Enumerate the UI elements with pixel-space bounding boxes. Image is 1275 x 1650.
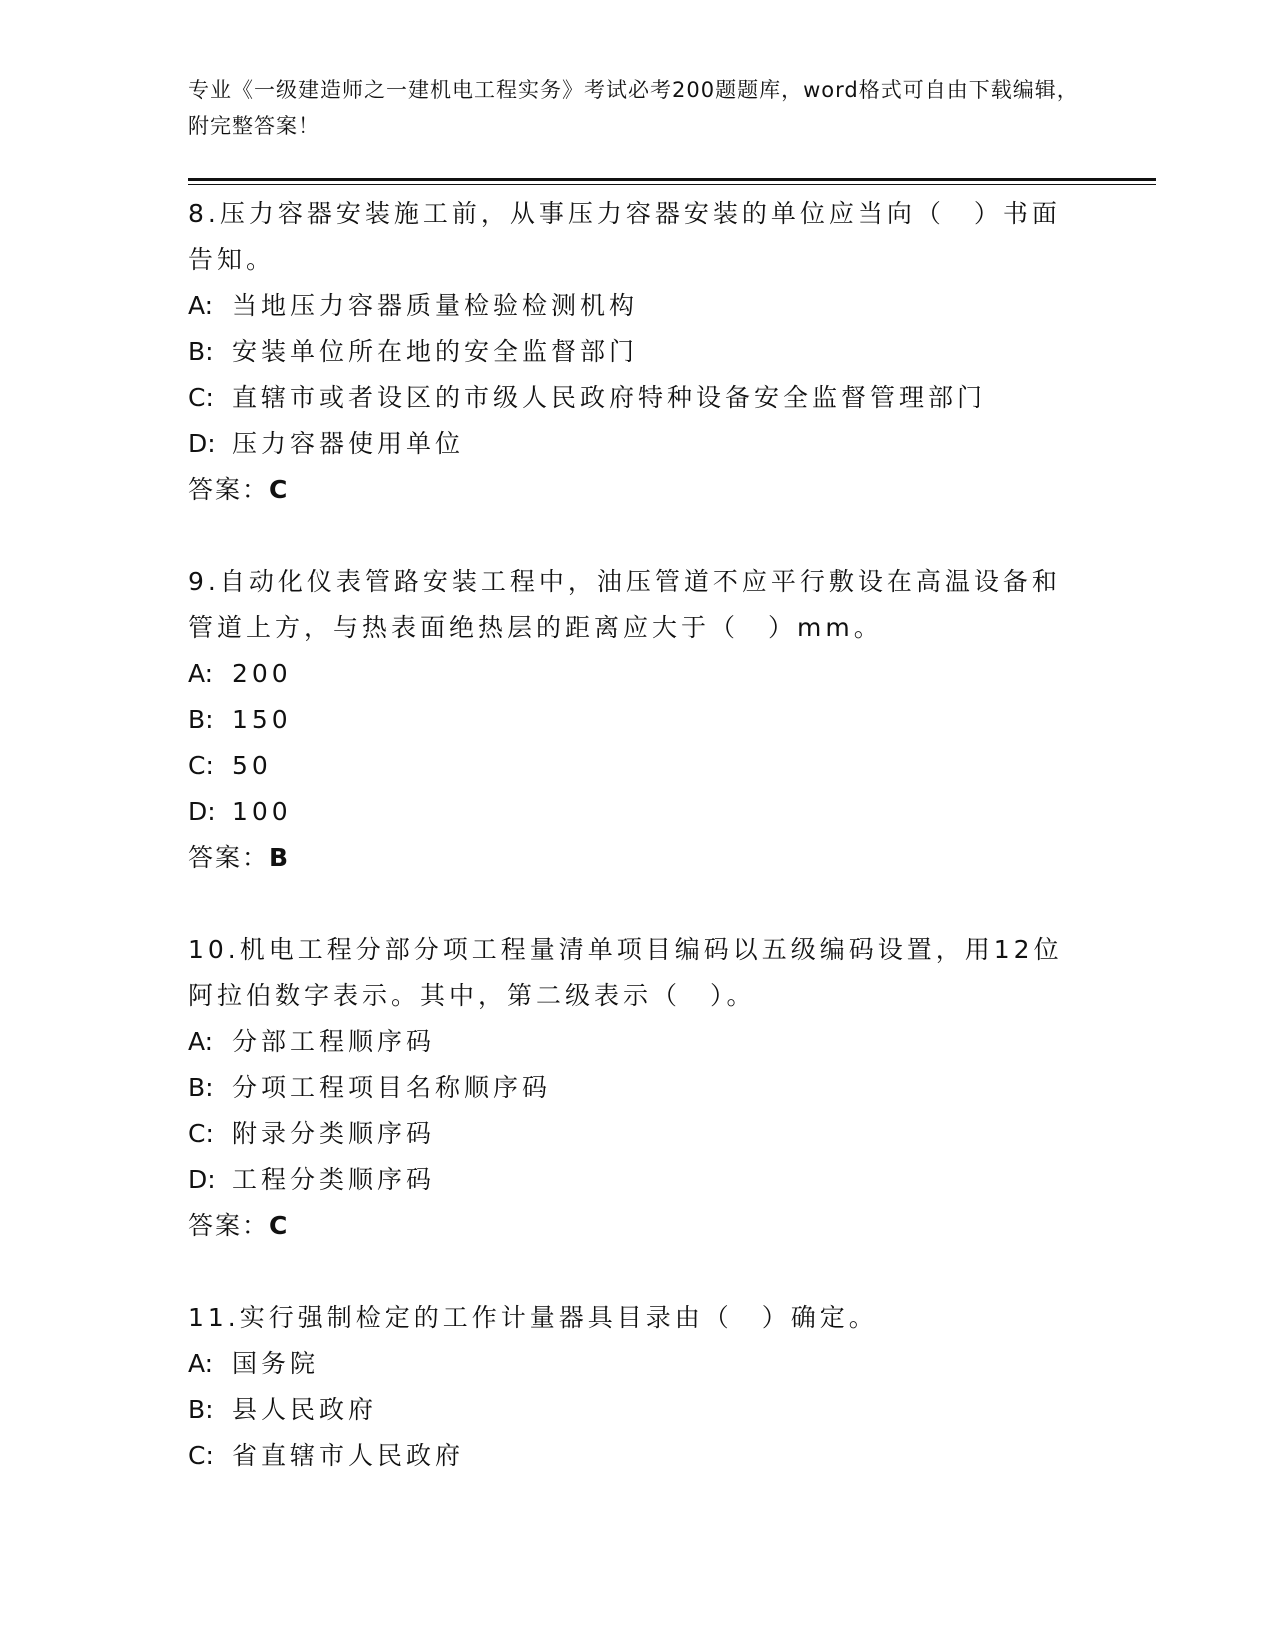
option-letter: A: (188, 1349, 214, 1378)
question-text (188, 927, 1088, 1019)
answer-value: C (269, 475, 288, 504)
question-text (188, 1295, 1088, 1341)
answer-option (188, 1065, 1088, 1111)
option-text: 附录分类顺序码 (232, 1119, 436, 1148)
answer-option (188, 743, 1088, 789)
answer-option (188, 1157, 1088, 1203)
question-number: 11. (188, 1303, 240, 1332)
document-header: 专业《一级建造师之一建机电工程实务》考试必考200题题库，word格式可自由下载编辑，附完整答案！ (188, 78, 1079, 138)
option-text: 国务院 (232, 1349, 320, 1378)
answer-line (188, 1203, 1088, 1249)
option-letter: B: (188, 337, 214, 366)
option-text: 150 (232, 705, 292, 734)
answer-option (188, 1387, 1088, 1433)
answer-label: 答案： (188, 1211, 270, 1240)
option-text: 分项工程项目名称顺序码 (232, 1073, 552, 1102)
option-letter: A: (188, 659, 214, 688)
question-number: 9. (188, 567, 220, 596)
option-letter: B: (188, 1073, 214, 1102)
option-letter: B: (188, 705, 214, 734)
answer-option (188, 651, 1088, 697)
question-number: 8. (188, 199, 220, 228)
header-rule-thick (188, 178, 1156, 181)
answer-option (188, 1019, 1088, 1065)
question-item (188, 191, 1088, 513)
option-letter: C: (188, 1441, 214, 1470)
answer-option (188, 1111, 1088, 1157)
option-letter: D: (188, 1165, 216, 1194)
answer-option (188, 789, 1088, 835)
question-text (188, 559, 1088, 651)
option-text: 县人民政府 (232, 1395, 378, 1424)
question-list (188, 191, 1088, 1525)
answer-line (188, 467, 1088, 513)
question-item (188, 1295, 1088, 1479)
question-body: 实行强制检定的工作计量器具目录由（ ）确定。 (239, 1303, 878, 1332)
option-text: 200 (232, 659, 292, 688)
option-text: 直辖市或者设区的市级人民政府特种设备安全监督管理部门 (232, 383, 987, 412)
option-letter: D: (188, 429, 216, 458)
question-item (188, 559, 1088, 881)
option-letter: B: (188, 1395, 214, 1424)
answer-label: 答案： (188, 475, 270, 504)
answer-option (188, 1341, 1088, 1387)
answer-option (188, 375, 1088, 421)
option-letter: C: (188, 1119, 214, 1148)
answer-option (188, 329, 1088, 375)
question-body: 压力容器安装施工前，从事压力容器安装的单位应当向（ ）书面告知。 (188, 199, 1061, 274)
question-body: 机电工程分部分项工程量清单项目编码以五级编码设置，用12位阿拉伯数字表示。其中，第二级表示（ ）。 (188, 935, 1063, 1010)
option-text: 当地压力容器质量检验检测机构 (232, 291, 639, 320)
question-number: 10. (188, 935, 240, 964)
header-rule-thin (188, 184, 1156, 185)
option-text: 分部工程顺序码 (232, 1027, 436, 1056)
question-text (188, 191, 1088, 283)
answer-value: C (269, 1211, 288, 1240)
answer-option (188, 1433, 1088, 1479)
option-letter: C: (188, 383, 214, 412)
option-text: 100 (232, 797, 292, 826)
option-letter: C: (188, 751, 214, 780)
answer-option (188, 283, 1088, 329)
option-letter: D: (188, 797, 216, 826)
option-text: 50 (232, 751, 272, 780)
option-text: 省直辖市人民政府 (232, 1441, 465, 1470)
answer-line (188, 835, 1088, 881)
answer-label: 答案： (188, 843, 270, 872)
option-letter: A: (188, 1027, 214, 1056)
option-letter: A: (188, 291, 214, 320)
option-text: 工程分类顺序码 (232, 1165, 436, 1194)
answer-option (188, 421, 1088, 467)
option-text: 压力容器使用单位 (232, 429, 465, 458)
question-item (188, 927, 1088, 1249)
answer-value: B (269, 843, 289, 872)
option-text: 安装单位所在地的安全监督部门 (232, 337, 639, 366)
question-body: 自动化仪表管路安装工程中，油压管道不应平行敷设在高温设备和管道上方，与热表面绝热层的距离应大于（ ）mm。 (188, 567, 1061, 642)
answer-option (188, 697, 1088, 743)
